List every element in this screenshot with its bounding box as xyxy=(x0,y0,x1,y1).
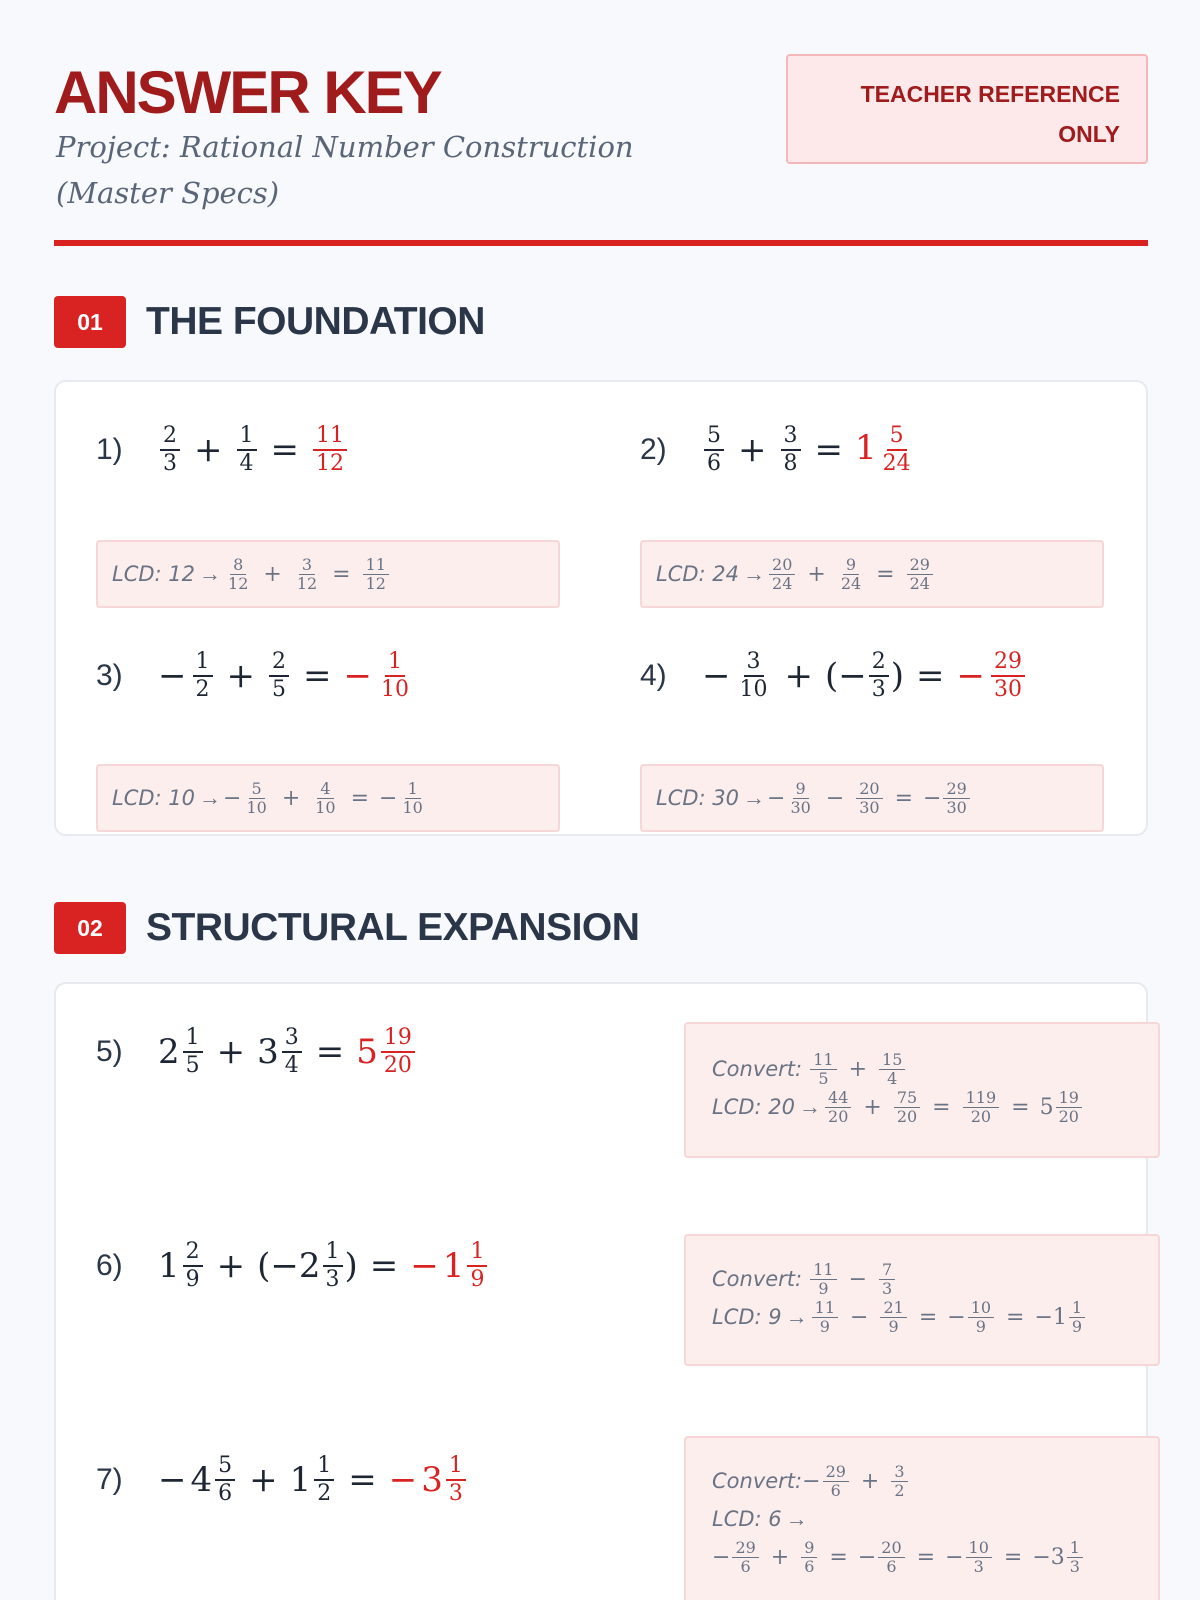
problem-number: 3) xyxy=(96,659,123,692)
work-box: Convert: − $\frac{29}{6}$ + $\frac{3}{2}$ LCD: 6 → − $\frac{29}{6}$ + $\frac{9}{6}$ = − $\frac{20}{6}$ = − $\frac{10}{3}$ = −3 $\frac{1}{3}$ xyxy=(684,1436,1160,1600)
work-box: Convert: $\frac{11}{5}$ + $\frac{15}{4}$ LCD: 20 → $\frac{44}{20}$ + $\frac{75}{20}$ = $\frac{119}{20}$ = 5 $\frac{19}{20}$ xyxy=(684,1022,1160,1158)
work-box: LCD: 30 → − $\frac{9}{30}$ − $\frac{20}{30}$ = − $\frac{29}{30}$ xyxy=(640,764,1104,832)
problem-expression: 1 $\frac{2}{9}$ + (−2 $\frac{1}{3}$ ) = − 1 $\frac{1}{9}$ xyxy=(158,1236,489,1296)
problem-answer: 5 $\frac{19}{20}$ xyxy=(356,1027,417,1077)
problem-1 xyxy=(96,420,566,593)
section-title-foundation: THE FOUNDATION xyxy=(146,300,485,343)
problem-6 xyxy=(96,1236,1106,1386)
problem-number: 1) xyxy=(96,433,123,466)
problem-expression: 2 $\frac{1}{5}$ + 3 $\frac{3}{4}$ = 5 $\frac{19}{20}$ xyxy=(158,1022,417,1082)
problem-number: 5) xyxy=(96,1035,123,1068)
section-card-structural-expansion xyxy=(54,982,1148,1600)
problem-answer: − 3 $\frac{1}{3}$ xyxy=(389,1455,468,1505)
problem-expression: $\frac{5}{6}$ + $\frac{3}{8}$ = 1 $\frac{5}{24}$ xyxy=(702,420,916,480)
section-number-01: 01 xyxy=(54,296,126,348)
work-box: Convert: $\frac{11}{9}$ − $\frac{7}{3}$ LCD: 9 → $\frac{11}{9}$ − $\frac{21}{9}$ = − $\frac{10}{9}$ = −1 $\frac{1}{9}$ xyxy=(684,1234,1160,1366)
problem-answer: − $\frac{29}{30}$ xyxy=(957,651,1028,701)
section-number-02: 02 xyxy=(54,902,126,954)
problem-2 xyxy=(640,420,1110,593)
problem-number: 4) xyxy=(640,659,667,692)
section-card-foundation xyxy=(54,380,1148,836)
answer-key-page xyxy=(54,0,1148,1600)
problem-expression: $\frac{2}{3}$ + $\frac{1}{4}$ = $\frac{11}{12}$ xyxy=(158,420,349,480)
problem-expression: − $\frac{1}{2}$ + $\frac{2}{5}$ = − $\frac{1}{10}$ xyxy=(158,646,414,706)
problem-4 xyxy=(640,646,1110,817)
work-box: LCD: 24 → $\frac{20}{24}$ + $\frac{9}{24}$ = $\frac{29}{24}$ xyxy=(640,540,1104,608)
teacher-reference-badge xyxy=(786,54,1148,164)
work-box: LCD: 12 → $\frac{8}{12}$ + $\frac{3}{12}$ = $\frac{11}{12}$ xyxy=(96,540,560,608)
page-subtitle: Project: Rational Number Construction (Master Specs) xyxy=(56,130,634,210)
work-box: LCD: 10 → − $\frac{5}{10}$ + $\frac{4}{10}$ = − $\frac{1}{10}$ xyxy=(96,764,560,832)
problem-3 xyxy=(96,646,566,817)
problem-expression: − $\frac{3}{10}$ + (− $\frac{2}{3}$ ) = − $\frac{29}{30}$ xyxy=(702,646,1027,706)
problem-answer: $\frac{11}{12}$ xyxy=(311,425,349,475)
problem-answer: 1 $\frac{5}{24}$ xyxy=(855,423,911,476)
problem-answer: − $\frac{1}{10}$ xyxy=(343,649,409,702)
section-title-structural-expansion: STRUCTURAL EXPANSION xyxy=(146,906,640,949)
badge-line-1: TEACHER REFERENCE xyxy=(860,81,1120,107)
problem-number: 2) xyxy=(640,433,667,466)
problem-5 xyxy=(96,1022,1106,1172)
problem-expression: − 4 $\frac{5}{6}$ + 1 $\frac{1}{2}$ = − 3 $\frac{1}{3}$ xyxy=(158,1450,468,1510)
header-divider xyxy=(54,240,1148,246)
badge-line-2: ONLY xyxy=(1058,121,1120,147)
page-title: ANSWER KEY xyxy=(54,59,441,126)
problem-answer: − 1 $\frac{1}{9}$ xyxy=(410,1241,489,1291)
problem-7 xyxy=(96,1450,1106,1600)
problem-number: 6) xyxy=(96,1249,123,1282)
problem-number: 7) xyxy=(96,1463,123,1496)
